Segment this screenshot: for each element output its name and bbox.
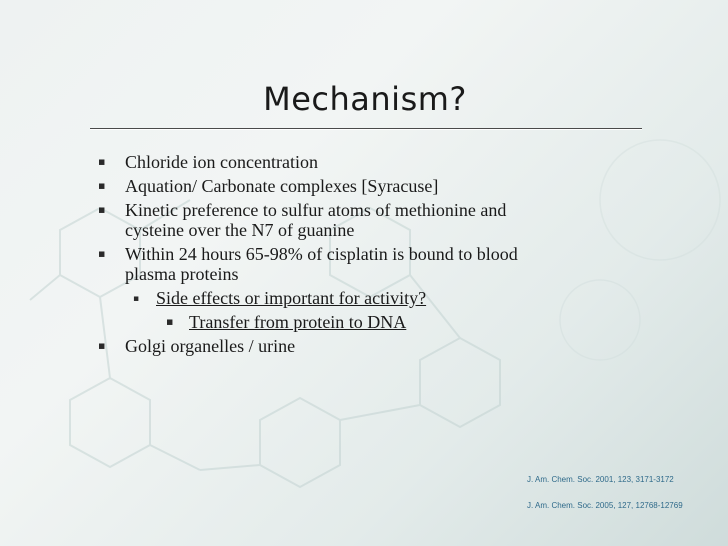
- sub-bullet-item: [98, 288, 558, 308]
- bullet-list: [98, 152, 558, 360]
- square-bullet-icon: ▪: [98, 203, 106, 216]
- bullet-item: [98, 176, 558, 196]
- square-bullet-icon: ▪: [98, 155, 106, 168]
- bullet-item: [98, 336, 558, 356]
- bullet-item: [98, 152, 558, 172]
- references: [527, 475, 683, 527]
- bullet-item: [98, 200, 558, 240]
- title-divider: [90, 128, 642, 129]
- bullet-text: Within 24 hours 65-98% of cisplatin is bound to blood plasma proteins: [125, 244, 518, 284]
- square-bullet-icon: ▪: [98, 179, 106, 192]
- bullet-text: Chloride ion concentration: [125, 152, 318, 172]
- transfer-protein-dna-link[interactable]: Transfer from protein to DNA: [189, 312, 407, 332]
- reference-citation: J. Am. Chem. Soc. 2001, 123, 3171-3172: [527, 475, 674, 484]
- reference-citation: J. Am. Chem. Soc. 2005, 127, 12768-12769: [527, 501, 683, 510]
- bullet-text: Kinetic preference to sulfur atoms of methionine and cysteine over the N7 of guanine: [125, 200, 507, 240]
- square-bullet-icon: ▪: [166, 315, 174, 328]
- sub-sub-bullet-item: [98, 312, 558, 332]
- bullet-text: Aquation/ Carbonate complexes [Syracuse]: [125, 176, 439, 196]
- small-square-bullet-icon: ▪: [133, 294, 140, 304]
- bullet-item: [98, 244, 558, 284]
- bullet-text: Golgi organelles / urine: [125, 336, 296, 356]
- square-bullet-icon: ▪: [98, 247, 106, 260]
- slide-title: Mechanism?: [263, 80, 467, 118]
- side-effects-link[interactable]: Side effects or important for activity?: [156, 288, 427, 308]
- square-bullet-icon: ▪: [98, 339, 106, 352]
